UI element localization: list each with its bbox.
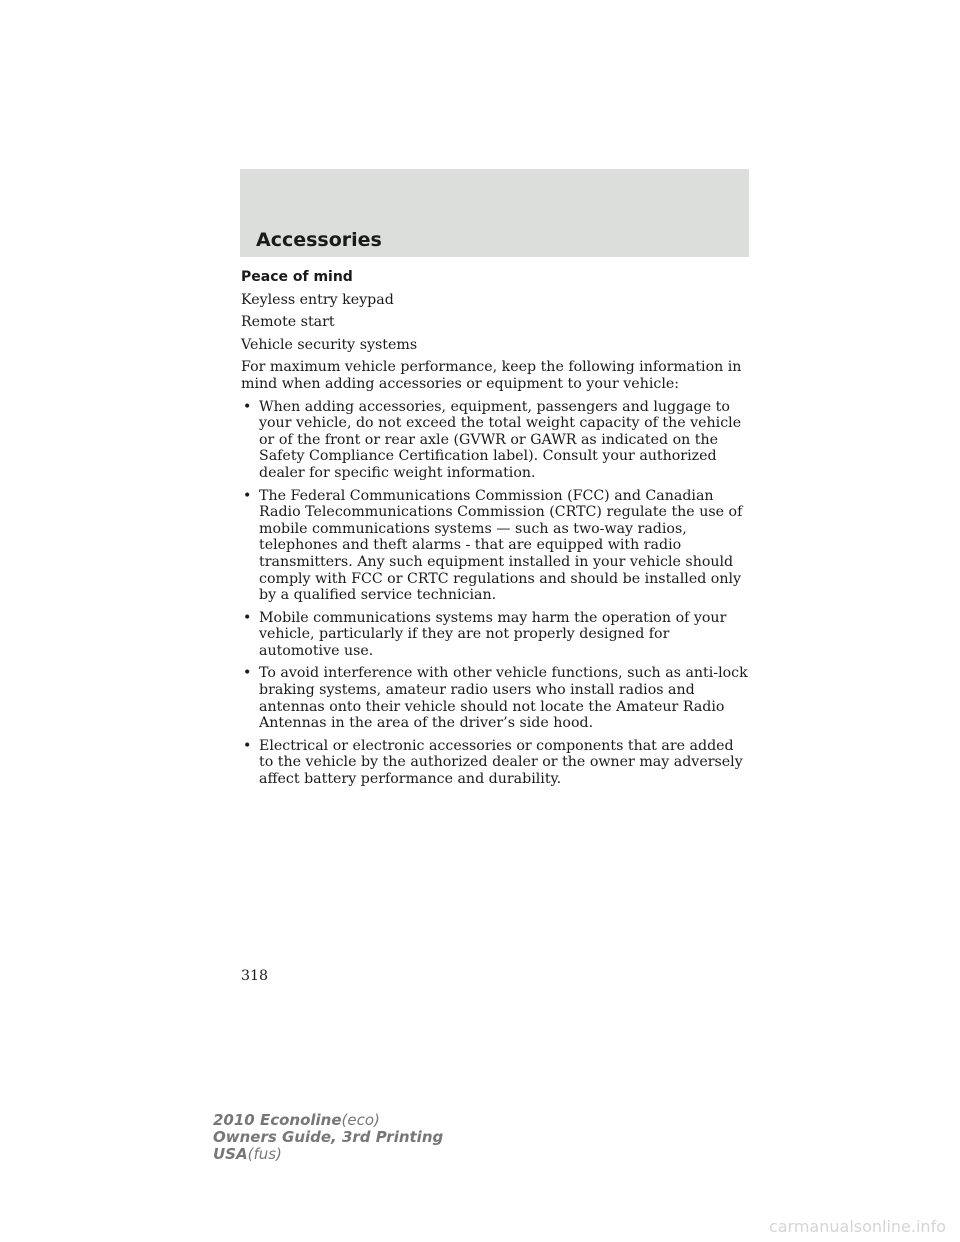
bullet-text: Mobile communications systems may harm the operation of your vehicle, particularly if they are not properly designed for automotive use. xyxy=(259,609,727,659)
bullet-icon: • xyxy=(243,609,252,626)
list-item: Remote start xyxy=(241,314,335,331)
bullet-text: To avoid interference with other vehicle functions, such as anti-lock braking systems, amateur radio users who install radios and antennas onto their vehicle should not locate the Amateur Radio Antennas in the area of the driver’s side hood. xyxy=(259,665,748,732)
bullet-item xyxy=(241,488,751,604)
bullet-item xyxy=(241,399,751,482)
bullet-list xyxy=(241,399,751,788)
bullet-icon: • xyxy=(243,665,252,682)
bullet-item xyxy=(241,610,751,660)
section-title: Accessories xyxy=(256,229,382,251)
bullet-icon: • xyxy=(243,398,252,415)
section-header-band xyxy=(240,169,749,257)
page-content xyxy=(241,269,751,794)
bullet-item xyxy=(241,665,751,731)
bullet-text: The Federal Communications Commission (FCC) and Canadian Radio Telecommunications Commission (CRTC) regulate the use of mobile communications systems — such as two-way radios, telephones and theft alarms - that are equipped with radio transmitters. Any such equipment installed in your vehicle should comply with FCC or CRTC regulations and should be installed only by a qualified service technician. xyxy=(259,487,743,604)
list-item: Vehicle security systems xyxy=(241,336,418,353)
subheading: Peace of mind xyxy=(241,269,353,285)
bullet-text: When adding accessories, equipment, passengers and luggage to your vehicle, do not exceed the total weight capacity of the vehicle or of the front or rear axle (GVWR or GAWR as indicated on the Safety Compliance Certification label). Consult your authorized dealer for specific weight information. xyxy=(259,398,742,481)
footer-model: 2010 Econoline xyxy=(213,1111,342,1129)
list-item: Keyless entry keypad xyxy=(241,291,394,308)
footer-line-2: Owners Guide, 3rd Printing xyxy=(213,1128,444,1146)
footer-line-3 xyxy=(213,1146,443,1163)
footer-line-1 xyxy=(213,1112,443,1129)
bullet-icon: • xyxy=(243,487,252,504)
footer xyxy=(213,1112,443,1163)
watermark: carmanualsonline.info xyxy=(768,1217,946,1236)
footer-model-code: (eco) xyxy=(341,1111,380,1129)
bullet-item xyxy=(241,738,751,788)
bullet-icon: • xyxy=(243,737,252,754)
page-number: 318 xyxy=(241,968,269,984)
footer-market-code: (fus) xyxy=(247,1145,282,1163)
footer-market: USA xyxy=(213,1145,248,1163)
bullet-text: Electrical or electronic accessories or components that are added to the vehicle by the authorized dealer or the owner may adversely affect battery performance and durability. xyxy=(259,737,743,788)
intro-paragraph: For maximum vehicle performance, keep the following information in mind when adding accessories or equipment to your vehicle: xyxy=(241,359,742,392)
